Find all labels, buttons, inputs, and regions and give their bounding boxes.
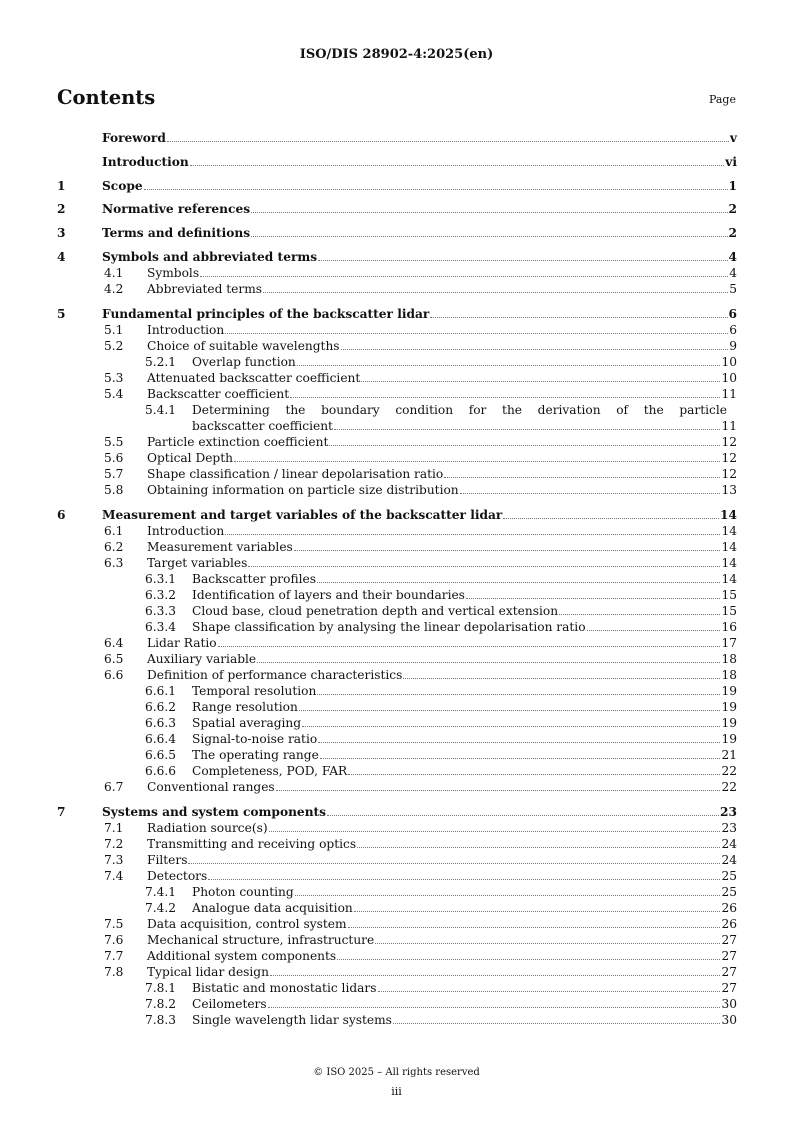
toc-entry-number: 6.6.4 (145, 732, 177, 746)
toc-entry-page[interactable]: 18 (721, 668, 737, 682)
toc-entry-number: 6.6.6 (145, 764, 177, 778)
toc-entry-title[interactable]: Additional system components (147, 949, 337, 963)
toc-entry-title[interactable]: Temporal resolution (192, 684, 317, 698)
toc-entry[interactable] (57, 620, 737, 634)
toc-entry-title[interactable]: Shape classification by analysing the linear depolarisation ratio (192, 620, 586, 634)
toc-entry-number: 7.8.2 (145, 997, 177, 1011)
toc-entry-title[interactable]: Definition of performance characteristics (147, 668, 403, 682)
toc-entry-number: 6.3.4 (145, 620, 177, 634)
toc-entry-number: 5.4.1 (145, 403, 177, 417)
dot-leader (327, 805, 719, 816)
dot-leader (444, 467, 720, 478)
toc-entry-title[interactable]: Introduction (147, 524, 225, 538)
toc-entry[interactable] (57, 821, 737, 835)
toc-entry-page[interactable]: 14 (721, 556, 737, 570)
toc-entry[interactable] (57, 508, 737, 522)
toc-entry-title[interactable]: Introduction (102, 155, 189, 169)
toc-entry-page[interactable]: 27 (721, 965, 737, 979)
toc-entry-number: 6.2 (104, 540, 124, 554)
toc-entry-title[interactable]: Symbols (147, 266, 200, 280)
toc-entry-number: 6.3.2 (145, 588, 177, 602)
toc-entry-title-continued[interactable]: backscatter coefficient (192, 419, 333, 433)
toc-entry-title[interactable]: Introduction (147, 323, 225, 337)
toc-entry-title[interactable]: Scope (102, 179, 143, 193)
toc-entry-page[interactable]: 9 (729, 339, 737, 353)
toc-entry-title[interactable]: Photon counting (192, 885, 294, 899)
toc-entry-page[interactable]: 4 (729, 266, 737, 280)
dot-leader (218, 636, 721, 647)
toc-entry-number: 6.5 (104, 652, 124, 666)
toc-entry-title[interactable]: Attenuated backscatter coefficient (147, 371, 361, 385)
toc-entry[interactable] (57, 716, 737, 730)
toc-entry[interactable] (57, 885, 737, 899)
dot-leader (466, 588, 721, 599)
toc-entry-title[interactable]: Shape classification / linear depolarisation ratio (147, 467, 444, 481)
toc-entry[interactable] (57, 403, 737, 433)
toc-entry-page[interactable]: 14 (721, 540, 737, 554)
toc-entry-page[interactable]: 14 (720, 508, 737, 522)
toc-entry-title[interactable]: Backscatter coefficient (147, 387, 290, 401)
toc-entry-number: 7.8 (104, 965, 124, 979)
toc-entry[interactable] (57, 901, 737, 915)
toc-entry-title[interactable]: Single wavelength lidar systems (192, 1013, 392, 1027)
dot-leader (503, 508, 719, 519)
toc-entry[interactable] (57, 652, 737, 666)
toc-entry-number: 7.8.3 (145, 1013, 177, 1027)
dot-leader (225, 524, 720, 535)
toc-entry-title[interactable]: Foreword (102, 131, 166, 145)
toc-entry-page[interactable]: vi (725, 155, 737, 169)
toc-entry-title[interactable]: Choice of suitable wavelengths (147, 339, 340, 353)
toc-entry-page[interactable]: 26 (721, 901, 737, 915)
toc-entry-number: 4 (57, 250, 66, 264)
toc-entry[interactable] (57, 179, 737, 193)
toc-entry-page[interactable]: 27 (721, 933, 737, 947)
toc-entry-page[interactable]: 17 (721, 636, 737, 650)
toc-entry-number: 5.4 (104, 387, 124, 401)
toc-entry-page[interactable]: 27 (721, 949, 737, 963)
dot-leader (318, 732, 720, 743)
toc-entry-page[interactable]: v (729, 131, 737, 145)
toc-entry-title[interactable]: Symbols and abbreviated terms (102, 250, 318, 264)
toc-entry-title[interactable]: Detectors (147, 869, 208, 883)
toc-entry-page[interactable]: 22 (721, 764, 737, 778)
toc-entry-title[interactable]: Typical lidar design (147, 965, 269, 979)
toc-entry[interactable] (57, 949, 737, 963)
toc-entry-number: 6.6.5 (145, 748, 177, 762)
toc-entry-title[interactable]: Measurement variables (147, 540, 293, 554)
dot-leader (257, 652, 720, 663)
toc-entry-page[interactable]: 23 (720, 805, 737, 819)
toc-entry-title[interactable]: Particle extinction coefficient (147, 435, 329, 449)
dot-leader (295, 885, 721, 896)
dot-leader (354, 901, 721, 912)
toc-entry-number: 6.6.1 (145, 684, 177, 698)
dot-leader (317, 684, 720, 695)
toc-entry[interactable] (57, 524, 737, 538)
dot-leader (269, 821, 721, 832)
toc-entry[interactable] (57, 307, 737, 321)
toc-entry[interactable] (57, 467, 737, 481)
toc-entry[interactable] (57, 371, 737, 385)
toc-entry-number: 6.4 (104, 636, 124, 650)
toc-entry[interactable] (57, 250, 737, 264)
toc-entry[interactable] (57, 266, 737, 280)
toc-entry-page[interactable]: 5 (729, 282, 737, 296)
toc-entry[interactable] (57, 435, 737, 449)
toc-entry-page[interactable]: 25 (721, 869, 737, 883)
toc-entry-number: 7.1 (104, 821, 124, 835)
toc-entry-number: 3 (57, 226, 66, 240)
toc-entry-number: 5.2 (104, 339, 124, 353)
toc-entry-page[interactable]: 24 (721, 853, 737, 867)
toc-entry-title[interactable]: Transmitting and receiving optics (147, 837, 357, 851)
toc-entry-title[interactable]: Completeness, POD, FAR (192, 764, 348, 778)
dot-leader (200, 266, 728, 277)
toc-entry[interactable] (57, 604, 737, 618)
toc-entry-title[interactable]: Auxiliary variable (147, 652, 257, 666)
toc-entry-number: 1 (57, 179, 66, 193)
dot-leader (251, 226, 727, 237)
toc-entry-number: 5.5 (104, 435, 124, 449)
dot-leader (144, 179, 728, 190)
toc-entry-number: 6.3.1 (145, 572, 177, 586)
toc-entry-page[interactable]: 11 (721, 387, 737, 401)
toc-entry-number: 5.3 (104, 371, 124, 385)
toc-entry[interactable] (57, 588, 737, 602)
toc-entry[interactable] (57, 668, 737, 682)
toc-entry-title[interactable]: Target variables (147, 556, 248, 570)
dot-leader (318, 250, 727, 261)
toc-entry-title[interactable]: Optical Depth (147, 451, 233, 465)
toc-entry-page[interactable]: 30 (721, 1013, 737, 1027)
toc-entry-page[interactable]: 1 (728, 179, 737, 193)
toc-entry-number: 5.8 (104, 483, 124, 497)
toc-entry[interactable] (57, 1013, 737, 1027)
dot-leader (297, 355, 721, 366)
toc-entry[interactable] (57, 540, 737, 554)
toc-entry[interactable] (57, 997, 737, 1011)
page-number: iii (391, 1085, 402, 1098)
page-column-label: Page (708, 93, 736, 106)
toc-entry-title[interactable]: Measurement and target variables of the backscatter lidar (102, 508, 503, 522)
dot-leader (341, 339, 729, 350)
toc-entry-number: 6.1 (104, 524, 124, 538)
toc-entry-page[interactable]: 25 (721, 885, 737, 899)
dot-leader (188, 853, 720, 864)
toc-entry[interactable] (57, 572, 737, 586)
toc-entry-number: 5 (57, 307, 66, 321)
toc-entry[interactable] (57, 837, 737, 851)
toc-entry-title[interactable]: Signal-to-noise ratio (192, 732, 318, 746)
dot-leader (587, 620, 721, 631)
toc-entry-title[interactable]: Lidar Ratio (147, 636, 217, 650)
toc-entry[interactable] (57, 355, 737, 369)
toc-entry-title[interactable]: Spatial averaging (192, 716, 302, 730)
toc-entry-number: 6.6.2 (145, 700, 177, 714)
page-title: Contents (57, 86, 156, 109)
toc-entry[interactable] (57, 155, 737, 169)
toc-entry[interactable] (57, 780, 737, 794)
toc-entry-page[interactable]: 19 (721, 700, 737, 714)
toc-entry-page[interactable]: 13 (721, 483, 737, 497)
toc-entry-number: 5.7 (104, 467, 124, 481)
dot-leader (348, 764, 720, 775)
toc-entry-title[interactable]: Abbreviated terms (147, 282, 263, 296)
toc-entry-page[interactable]: 14 (721, 524, 737, 538)
dot-leader (302, 716, 720, 727)
toc-entry-number: 7.3 (104, 853, 124, 867)
document-header: ISO/DIS 28902-4:2025(en) (299, 47, 494, 62)
dot-leader (320, 748, 721, 759)
toc-entry[interactable] (57, 853, 737, 867)
toc-entry-number: 7.5 (104, 917, 124, 931)
toc-entry-title[interactable]: Cloud base, cloud penetration depth and vertical extension (192, 604, 559, 618)
toc-entry-number: 7.4 (104, 869, 124, 883)
toc-entry-title[interactable]: Overlap function (192, 355, 296, 369)
dot-leader (294, 540, 721, 551)
dot-leader (361, 371, 720, 382)
toc-entry-page[interactable]: 23 (721, 821, 737, 835)
toc-entry-page[interactable]: 21 (721, 748, 737, 762)
toc-entry-page[interactable]: 16 (721, 620, 737, 634)
toc-entry-page[interactable]: 14 (721, 572, 737, 586)
toc-entry-number: 7.4.2 (145, 901, 177, 915)
toc-entry[interactable] (57, 981, 737, 995)
dot-leader (378, 981, 721, 992)
toc-entry-number: 4.1 (104, 266, 124, 280)
toc-entry-page[interactable]: 18 (721, 652, 737, 666)
dot-leader (276, 780, 721, 791)
dot-leader (317, 572, 721, 583)
toc-entry-page[interactable]: 19 (721, 684, 737, 698)
toc-entry-page[interactable]: 2 (728, 202, 737, 216)
toc-entry[interactable] (57, 684, 737, 698)
toc-entry-page[interactable]: 6 (728, 307, 737, 321)
toc-entry-page[interactable]: 22 (721, 780, 737, 794)
toc-entry-title[interactable]: Analogue data acquisition (192, 901, 353, 915)
dot-leader (334, 419, 721, 430)
dot-leader (430, 307, 727, 318)
toc-entry[interactable] (57, 748, 737, 762)
dot-leader (299, 700, 721, 711)
toc-entry-title[interactable]: Identification of layers and their boundaries (192, 588, 465, 602)
toc-entry-page[interactable]: 11 (721, 419, 737, 433)
toc-entry[interactable] (57, 483, 737, 497)
toc-entry[interactable] (57, 965, 737, 979)
toc-entry-page[interactable]: 27 (721, 981, 737, 995)
dot-leader (190, 155, 724, 166)
toc-entry-title[interactable]: Terms and definitions (102, 226, 251, 240)
toc-entry-page[interactable]: 12 (721, 467, 737, 481)
toc-entry-number: 7.8.1 (145, 981, 177, 995)
toc-entry-page[interactable]: 30 (721, 997, 737, 1011)
dot-leader (357, 837, 720, 848)
toc-entry-title[interactable]: Fundamental principles of the backscatter lidar (102, 307, 430, 321)
toc-entry-number: 7.6 (104, 933, 124, 947)
toc-entry-number: 7.7 (104, 949, 124, 963)
toc-entry-title[interactable]: Normative references (102, 202, 251, 216)
toc-entry-number: 6.3 (104, 556, 124, 570)
dot-leader (251, 202, 727, 213)
dot-leader (329, 435, 720, 446)
dot-leader (337, 949, 720, 960)
toc-entry-title[interactable]: Data acquisition, control system (147, 917, 347, 931)
toc-entry-title[interactable]: Bistatic and monostatic lidars (192, 981, 377, 995)
toc-entry-page[interactable]: 19 (721, 732, 737, 746)
toc-entry[interactable] (57, 202, 737, 216)
toc-entry-number: 7 (57, 805, 66, 819)
toc-entry-page[interactable]: 15 (721, 588, 737, 602)
toc-entry-number: 7.4.1 (145, 885, 177, 899)
toc-entry-page[interactable]: 10 (721, 371, 737, 385)
toc-entry[interactable] (57, 226, 737, 240)
dot-leader (393, 1013, 721, 1024)
toc-entry-title[interactable]: The operating range (192, 748, 319, 762)
toc-entry-number: 5.1 (104, 323, 124, 337)
toc-entry[interactable] (57, 917, 737, 931)
toc-entry-number: 6.6 (104, 668, 124, 682)
toc-entry[interactable] (57, 933, 737, 947)
toc-entry-page[interactable]: 2 (728, 226, 737, 240)
toc-entry-page[interactable]: 15 (721, 604, 737, 618)
toc-entry-title[interactable]: Obtaining information on particle size distribution (147, 483, 459, 497)
toc-entry-page[interactable]: 4 (728, 250, 737, 264)
toc-entry-title[interactable]: Systems and system components (102, 805, 327, 819)
dot-leader (348, 917, 721, 928)
dot-leader (167, 131, 729, 142)
toc-entry-number: 7.2 (104, 837, 124, 851)
toc-entry[interactable] (57, 339, 737, 353)
dot-leader (263, 282, 728, 293)
toc-entry-number: 6.6.3 (145, 716, 177, 730)
toc-entry-title[interactable]: Range resolution (192, 700, 298, 714)
toc-entry-title[interactable]: Determining the boundary condition for the derivation of the particle (192, 403, 727, 417)
dot-leader (460, 483, 721, 494)
toc-entry[interactable] (57, 323, 737, 337)
toc-entry-page[interactable]: 6 (729, 323, 737, 337)
toc-entry[interactable] (57, 451, 737, 465)
dot-leader (375, 933, 720, 944)
toc-entry[interactable] (57, 636, 737, 650)
toc-entry-page[interactable]: 12 (721, 451, 737, 465)
toc-entry-number: 5.6 (104, 451, 124, 465)
dot-leader (248, 556, 720, 567)
dot-leader (225, 323, 728, 334)
copyright-notice: © ISO 2025 – All rights reserved (313, 1067, 480, 1078)
toc-entry[interactable] (57, 700, 737, 714)
toc-entry[interactable] (57, 131, 737, 145)
dot-leader (268, 997, 721, 1008)
toc-entry-title[interactable]: Ceilometers (192, 997, 267, 1011)
toc-entry[interactable] (57, 556, 737, 570)
dot-leader (234, 451, 720, 462)
toc-entry-title[interactable]: Backscatter profiles (192, 572, 316, 586)
dot-leader (208, 869, 720, 880)
dot-leader (270, 965, 721, 976)
toc-entry[interactable] (57, 282, 737, 296)
dot-leader (290, 387, 720, 398)
toc-entry-page[interactable]: 24 (721, 837, 737, 851)
toc-entry-number: 6 (57, 508, 66, 522)
dot-leader (559, 604, 720, 615)
toc-entry[interactable] (57, 805, 737, 819)
toc-entry-page[interactable]: 10 (721, 355, 737, 369)
toc-entry-page[interactable]: 12 (721, 435, 737, 449)
toc-entry[interactable] (57, 869, 737, 883)
toc-entry-number: 6.3.3 (145, 604, 177, 618)
toc-entry-page[interactable]: 26 (721, 917, 737, 931)
toc-entry-number: 5.2.1 (145, 355, 177, 369)
toc-entry-title[interactable]: Conventional ranges (147, 780, 275, 794)
toc-entry-title[interactable]: Mechanical structure, infrastructure (147, 933, 375, 947)
toc-entry-number: 2 (57, 202, 66, 216)
toc-entry-title[interactable]: Filters (147, 853, 188, 867)
toc-entry-number: 6.7 (104, 780, 124, 794)
toc-entry-page[interactable]: 19 (721, 716, 737, 730)
dot-leader (403, 668, 720, 679)
toc-entry[interactable] (57, 732, 737, 746)
toc-entry-number: 4.2 (104, 282, 124, 296)
toc-entry[interactable] (57, 387, 737, 401)
toc-entry[interactable] (57, 764, 737, 778)
toc-entry-title[interactable]: Radiation source(s) (147, 821, 268, 835)
